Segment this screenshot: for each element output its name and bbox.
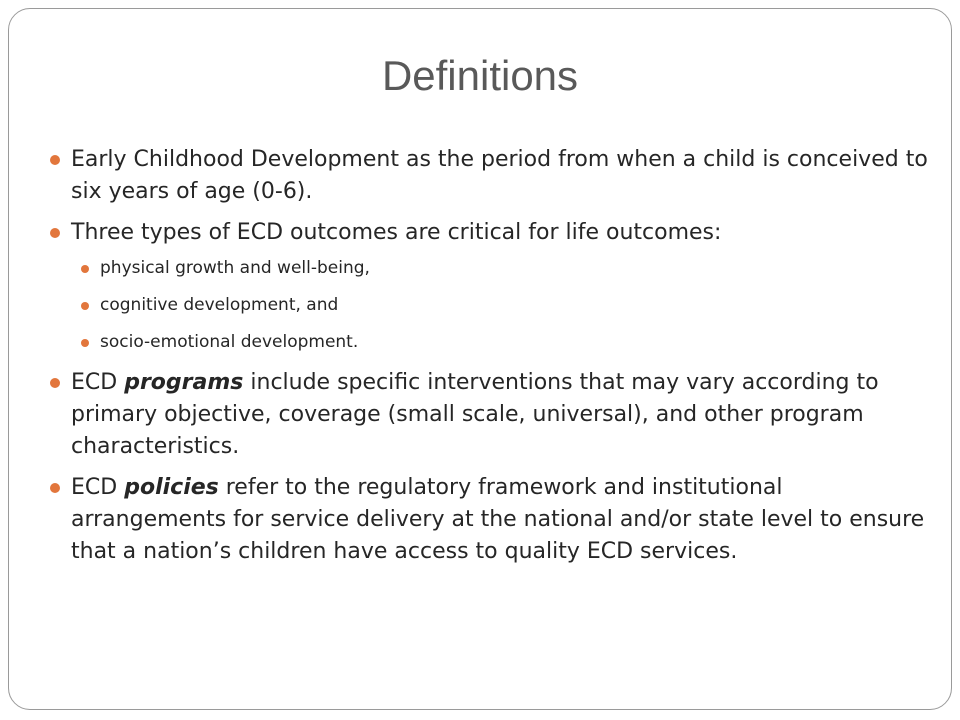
- bullet-emphasis: policies: [124, 475, 219, 500]
- sub-bullet-dot-icon: [81, 339, 89, 347]
- bullet-emphasis: programs: [124, 370, 244, 395]
- bullet-item: [48, 367, 928, 463]
- bullet-dot-icon: [50, 155, 60, 165]
- sub-bullet-list: [48, 256, 928, 354]
- sub-bullet-item: [48, 330, 928, 354]
- sub-bullet-item: [48, 293, 928, 317]
- bullet-dot-icon: [50, 228, 60, 238]
- sub-bullet-dot-icon: [81, 265, 89, 273]
- bullet-suffix: include specific interventions that may vary according to primary objective, coverage (small scale, universal), and other program characteristics.: [71, 370, 879, 459]
- bullet-item: [48, 472, 928, 568]
- bullet-dot-icon: [50, 378, 60, 388]
- sub-bullet-text: cognitive development, and: [100, 295, 339, 315]
- bullet-prefix: ECD: [71, 475, 125, 500]
- bullet-list: [48, 144, 928, 577]
- bullet-prefix: ECD: [71, 370, 125, 395]
- bullet-suffix: refer to the regulatory framework and institutional arrangements for service delivery at the national and/or state level to ensure that a nation’s children have access to quality ECD services.: [71, 475, 925, 564]
- sub-bullet-text: physical growth and well-being,: [100, 258, 370, 278]
- sub-bullet-text: socio-emotional development.: [100, 332, 359, 352]
- bullet-text: Early Childhood Development as the period from when a child is conceived to six years of age (0-6).: [71, 147, 928, 204]
- sub-bullet-dot-icon: [81, 302, 89, 310]
- bullet-item: [48, 217, 928, 249]
- sub-bullet-item: [48, 256, 928, 280]
- bullet-item: [48, 144, 928, 208]
- bullet-dot-icon: [50, 483, 60, 493]
- slide-title: Definitions: [381, 52, 579, 99]
- bullet-text: Three types of ECD outcomes are critical for life outcomes:: [71, 220, 722, 245]
